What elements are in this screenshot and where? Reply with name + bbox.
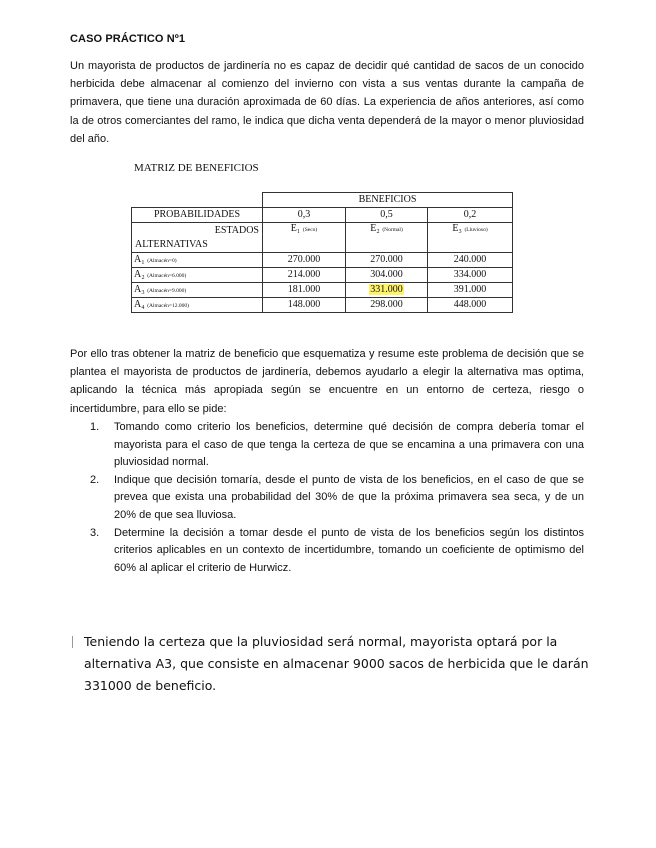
probability-cell: 0,5 — [346, 208, 428, 223]
benefits-header: BENEFICIOS — [263, 193, 513, 208]
benefit-value: 181.000 — [263, 283, 346, 298]
benefit-value: 304.000 — [346, 268, 428, 283]
answer-text: Teniendo la certeza que la pluviosidad será normal, mayorista optará por la alternativa A3, que consiste en almacenar 9000 sacos de herbicida que le darán 331000 de beneficio. — [84, 634, 589, 693]
table-row — [132, 253, 513, 268]
table-row — [132, 283, 513, 298]
matrix-title: MATRIZ DE BENEFICIOS — [134, 162, 259, 174]
probability-cell: 0,2 — [428, 208, 513, 223]
alternative-note: (Almacén=6.000) — [147, 272, 187, 279]
question-number: 2. — [90, 473, 100, 486]
state-header — [428, 223, 513, 253]
state-header — [263, 223, 346, 253]
state-note: (Seco) — [302, 227, 318, 233]
probability-cell: 0,3 — [263, 208, 346, 223]
benefit-value: 334.000 — [428, 268, 513, 283]
benefit-value: 148.000 — [263, 298, 346, 313]
question-text: Indique que decisión tomaría, desde el punto de vista de los beneficios, en el caso de que se prevea que exista una probabilidad del 30% de que la próxima primavera sea seca, y de un 20% de que sea lluviosa. — [114, 473, 584, 521]
alternative-code: A₂ — [134, 268, 145, 280]
list-item — [70, 419, 584, 472]
table-row — [132, 268, 513, 283]
state-code: E₃ — [452, 223, 462, 234]
benefit-value: 391.000 — [428, 283, 513, 298]
alternative-code: A₁ — [134, 253, 145, 265]
alternative-label — [132, 253, 263, 268]
benefit-value: 298.000 — [346, 298, 428, 313]
benefit-value: 240.000 — [428, 253, 513, 268]
question-number: 3. — [90, 526, 100, 539]
questions-list — [70, 419, 584, 577]
state-header — [346, 223, 428, 253]
benefit-value: 270.000 — [263, 253, 346, 268]
text-cursor — [72, 636, 73, 648]
alternative-label — [132, 268, 263, 283]
question-text: Tomando como criterio los beneficios, determine qué decisión de compra debería tomar el mayorista para el caso de que tenga la certeza de que se encamina a una primavera con una pluviosidad normal. — [114, 421, 584, 469]
answer-text-block[interactable] — [72, 631, 592, 697]
question-number: 1. — [90, 421, 100, 433]
highlight-mark: 331.000 — [370, 284, 403, 295]
state-note: (Normal) — [382, 227, 403, 233]
case-title: CASO PRÁCTICO Nº1 — [70, 33, 186, 45]
matrix-corner — [132, 193, 263, 208]
state-code: E₂ — [370, 223, 380, 234]
table-row — [132, 298, 513, 313]
problem-paragraph: Por ello tras obtener la matriz de beneficio que esquematiza y resume este problema de decisión que se plantea el mayorista de productos de jardinería, debemos ayudarlo a elegir la alternativa mas optima, aplicando la técnica más apropiada según se encuentre en un entorno de certeza, riesgo o incertidumbre, para ello se pide: — [70, 348, 584, 415]
list-item — [70, 472, 584, 525]
alternatives-label: ALTERNATIVAS — [135, 239, 208, 250]
alternative-note: (Almacén=12.000) — [147, 302, 189, 309]
alternative-note: (Almacén=9.000) — [147, 287, 187, 294]
states-alternatives-cell — [132, 223, 263, 253]
intro-paragraph: Un mayorista de productos de jardinería no es capaz de decidir qué cantidad de sacos de un conocido herbicida debe almacenar al comienzo del invierno con vista a sus ventas durante la campaña de primavera, que tiene una duración aproximada de 60 días. La experiencia de años anteriores, así como la de otros comerciantes del ramo, le indica que dicha venta dependerá de la mayor o menor pluviosidad del año. — [70, 60, 584, 145]
alternative-label — [132, 298, 263, 313]
benefit-value: 448.000 — [428, 298, 513, 313]
list-item — [70, 525, 584, 578]
alternative-note: (Almacén=0) — [147, 257, 177, 264]
state-code: E₁ — [290, 223, 301, 234]
question-text: Determine la decisión a tomar desde el punto de vista de los beneficios según los distintos criterios aplicables en un contexto de incertidumbre, tomando un coeficiente de optimismo del 60% al aplicar el criterio de Hurwicz. — [114, 526, 584, 574]
alternative-code: A₄ — [134, 298, 145, 310]
benefit-value: 214.000 — [263, 268, 346, 283]
alternative-label — [132, 283, 263, 298]
states-label: ESTADOS — [214, 225, 259, 236]
probabilities-label: PROBABILIDADES — [132, 208, 263, 223]
alternative-code: A₃ — [134, 283, 145, 295]
state-note: (Lluvioso) — [464, 227, 488, 233]
benefit-value: 270.000 — [346, 253, 428, 268]
benefit-matrix — [131, 192, 513, 313]
benefit-value-highlighted — [346, 283, 428, 298]
